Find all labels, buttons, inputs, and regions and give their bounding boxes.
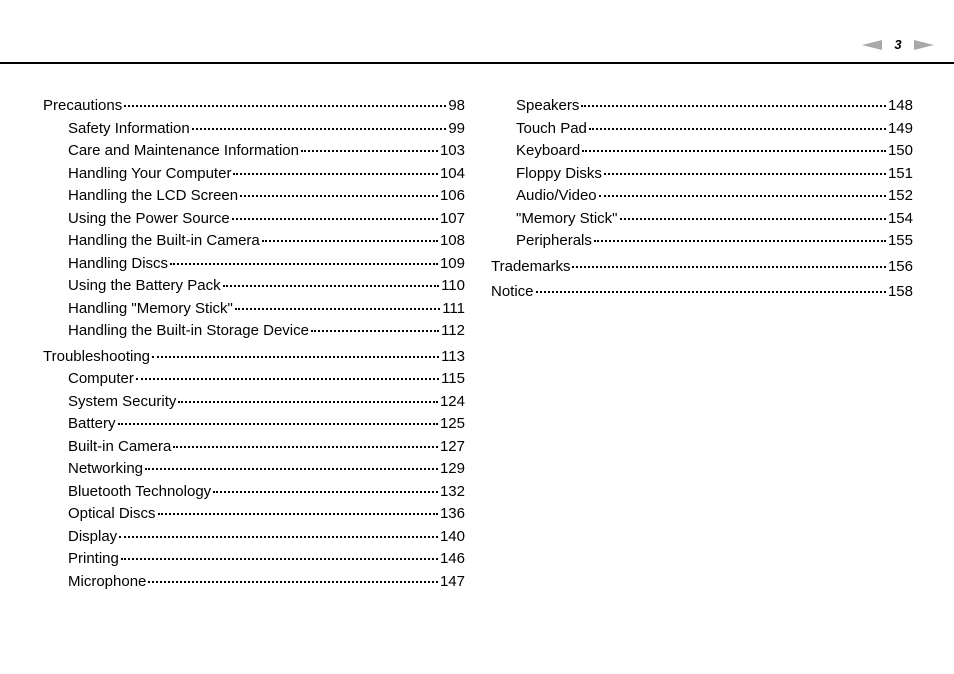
page-navigation (860, 36, 940, 54)
toc-dot-leader (173, 446, 438, 448)
toc-entry-keyboard[interactable] (491, 140, 913, 163)
toc-entry-page: 155 (887, 232, 913, 249)
toc-entry-page: 107 (439, 209, 465, 227)
toc-entry-handling-the-built-in-camera[interactable] (43, 230, 465, 253)
toc-dot-leader (152, 356, 439, 358)
toc-entry-label: Handling the LCD Screen (68, 187, 239, 204)
toc-entry-label: Built-in Camera (68, 437, 172, 455)
toc-dot-leader (178, 401, 438, 403)
toc-entry-page: 150 (887, 142, 913, 159)
toc-entry-using-the-power-source[interactable] (43, 208, 465, 231)
toc-entry-label: Keyboard (516, 142, 581, 159)
toc-entry-label: "Memory Stick" (516, 209, 618, 227)
toc-entry-label: Optical Discs (68, 505, 156, 522)
toc-dot-leader (311, 330, 439, 332)
toc-entry-care-and-maintenance-information[interactable] (43, 140, 465, 163)
toc-dot-leader (232, 218, 438, 220)
toc-entry-computer[interactable] (43, 368, 465, 391)
toc-entry-handling-the-lcd-screen[interactable] (43, 185, 465, 208)
toc-entry-page: 152 (887, 187, 913, 204)
toc-entry-microphone[interactable] (43, 571, 465, 594)
toc-entry-peripherals[interactable] (491, 230, 913, 253)
toc-entry-trademarks[interactable] (491, 256, 913, 279)
toc-entry-page: 112 (441, 322, 465, 339)
toc-entry-label: Microphone (68, 572, 147, 590)
toc-entry-page: 113 (441, 347, 465, 365)
toc-dot-leader (145, 468, 438, 470)
toc-right-column (491, 95, 913, 304)
toc-entry-system-security[interactable] (43, 391, 465, 414)
toc-entry-page: 110 (441, 277, 465, 294)
toc-dot-leader (589, 128, 886, 130)
toc-entry-page: 103 (439, 142, 465, 159)
toc-entry-page: 104 (439, 164, 465, 182)
toc-entry-label: Handling Your Computer (68, 164, 232, 182)
toc-dot-leader (599, 195, 886, 197)
toc-entry-page: 125 (439, 415, 465, 432)
toc-entry-label: Touch Pad (516, 119, 587, 137)
toc-entry-label: Safety Information (68, 119, 190, 137)
toc-entry-handling-discs[interactable] (43, 253, 465, 276)
toc-entry-speakers[interactable] (491, 95, 913, 118)
toc-entry-audio-video[interactable] (491, 185, 913, 208)
toc-entry-page: 99 (448, 119, 465, 137)
toc-entry-page: 149 (887, 119, 913, 137)
toc-entry-using-the-battery-pack[interactable] (43, 275, 465, 298)
toc-entry-battery[interactable] (43, 413, 465, 436)
toc-dot-leader (581, 105, 886, 107)
toc-dot-leader (582, 150, 886, 152)
toc-entry-notice[interactable] (491, 281, 913, 304)
toc-dot-leader (170, 263, 438, 265)
toc-entry-handling-the-built-in-storage-device[interactable] (43, 320, 465, 343)
toc-entry-page: 136 (439, 505, 465, 522)
toc-entry-page: 147 (439, 572, 465, 590)
toc-dot-leader (604, 173, 886, 175)
toc-entry-display[interactable] (43, 526, 465, 549)
toc-entry-label: Bluetooth Technology (68, 482, 212, 500)
toc-entry-label: Notice (491, 283, 534, 300)
toc-entry-precautions[interactable] (43, 95, 465, 118)
toc-dot-leader (124, 105, 446, 107)
next-page-arrow-icon[interactable] (914, 40, 934, 50)
toc-dot-leader (301, 150, 438, 152)
toc-entry-label: Peripherals (516, 232, 592, 249)
toc-entry-page: 129 (439, 460, 465, 477)
toc-dot-leader (223, 285, 440, 287)
toc-dot-leader (536, 291, 886, 293)
toc-entry-page: 148 (887, 97, 913, 114)
toc-entry-memory-stick[interactable] (491, 208, 913, 231)
toc-entry-page: 146 (439, 550, 465, 567)
toc-entry-label: Handling the Built-in Storage Device (68, 322, 309, 339)
toc-entry-page: 115 (441, 370, 465, 387)
toc-entry-bluetooth-technology[interactable] (43, 481, 465, 504)
toc-entry-page: 106 (439, 187, 465, 204)
toc-entry-label: Audio/Video (516, 187, 597, 204)
toc-entry-handling-memory-stick[interactable] (43, 298, 465, 321)
toc-entry-label: Handling the Built-in Camera (68, 232, 260, 249)
toc-entry-floppy-disks[interactable] (491, 163, 913, 186)
toc-dot-leader (572, 266, 886, 268)
toc-entry-page: 127 (439, 437, 465, 455)
toc-entry-label: Computer (68, 370, 134, 387)
toc-left-column (43, 95, 465, 593)
toc-entry-label: Networking (68, 460, 144, 477)
page-header (0, 0, 954, 64)
toc-entry-page: 124 (439, 392, 465, 410)
page-number: 3 (894, 37, 902, 52)
toc-entry-label: Speakers (516, 97, 580, 114)
toc-entry-label: Troubleshooting (43, 347, 151, 365)
toc-dot-leader (148, 581, 438, 583)
toc-entry-optical-discs[interactable] (43, 503, 465, 526)
toc-dot-leader (240, 195, 438, 197)
toc-entry-page: 109 (439, 254, 465, 272)
toc-entry-label: Using the Battery Pack (68, 277, 221, 294)
toc-dot-leader (158, 513, 438, 515)
toc-entry-printing[interactable] (43, 548, 465, 571)
toc-entry-label: Handling "Memory Stick" (68, 299, 233, 317)
toc-entry-label: System Security (68, 392, 177, 410)
toc-entry-label: Display (68, 527, 118, 545)
toc-entry-label: Using the Power Source (68, 209, 230, 227)
toc-entry-page: 132 (439, 482, 465, 500)
toc-dot-leader (136, 378, 439, 380)
toc-dot-leader (213, 491, 438, 493)
toc-entry-label: Handling Discs (68, 254, 169, 272)
toc-entry-handling-your-computer[interactable] (43, 163, 465, 186)
toc-entry-label: Printing (68, 550, 119, 567)
toc-dot-leader (620, 218, 886, 220)
header-divider (0, 62, 954, 64)
toc-dot-leader (118, 423, 438, 425)
toc-entry-page: 108 (439, 232, 465, 249)
toc-entry-networking[interactable] (43, 458, 465, 481)
toc-entry-label: Trademarks (491, 257, 571, 275)
toc-dot-leader (594, 240, 886, 242)
toc-dot-leader (235, 308, 440, 310)
toc-entry-label: Care and Maintenance Information (68, 142, 299, 159)
toc-dot-leader (233, 173, 438, 175)
toc-dot-leader (192, 128, 447, 130)
toc-entry-safety-information[interactable] (43, 118, 465, 141)
toc-entry-label: Battery (68, 415, 116, 432)
toc-entry-label: Floppy Disks (516, 164, 602, 182)
toc-dot-leader (119, 536, 438, 538)
toc-entry-page: 140 (439, 527, 465, 545)
toc-entry-label: Precautions (43, 97, 123, 114)
toc-dot-leader (121, 558, 438, 560)
previous-page-arrow-icon[interactable] (862, 40, 882, 50)
toc-entry-touch-pad[interactable] (491, 118, 913, 141)
toc-entry-page: 98 (448, 97, 465, 114)
toc-entry-troubleshooting[interactable] (43, 346, 465, 369)
toc-entry-built-in-camera[interactable] (43, 436, 465, 459)
toc-entry-page: 158 (887, 283, 913, 300)
toc-entry-page: 151 (887, 164, 913, 182)
toc-dot-leader (262, 240, 438, 242)
toc-entry-page: 156 (887, 257, 913, 275)
toc-entry-page: 111 (442, 299, 465, 317)
toc-entry-page: 154 (887, 209, 913, 227)
